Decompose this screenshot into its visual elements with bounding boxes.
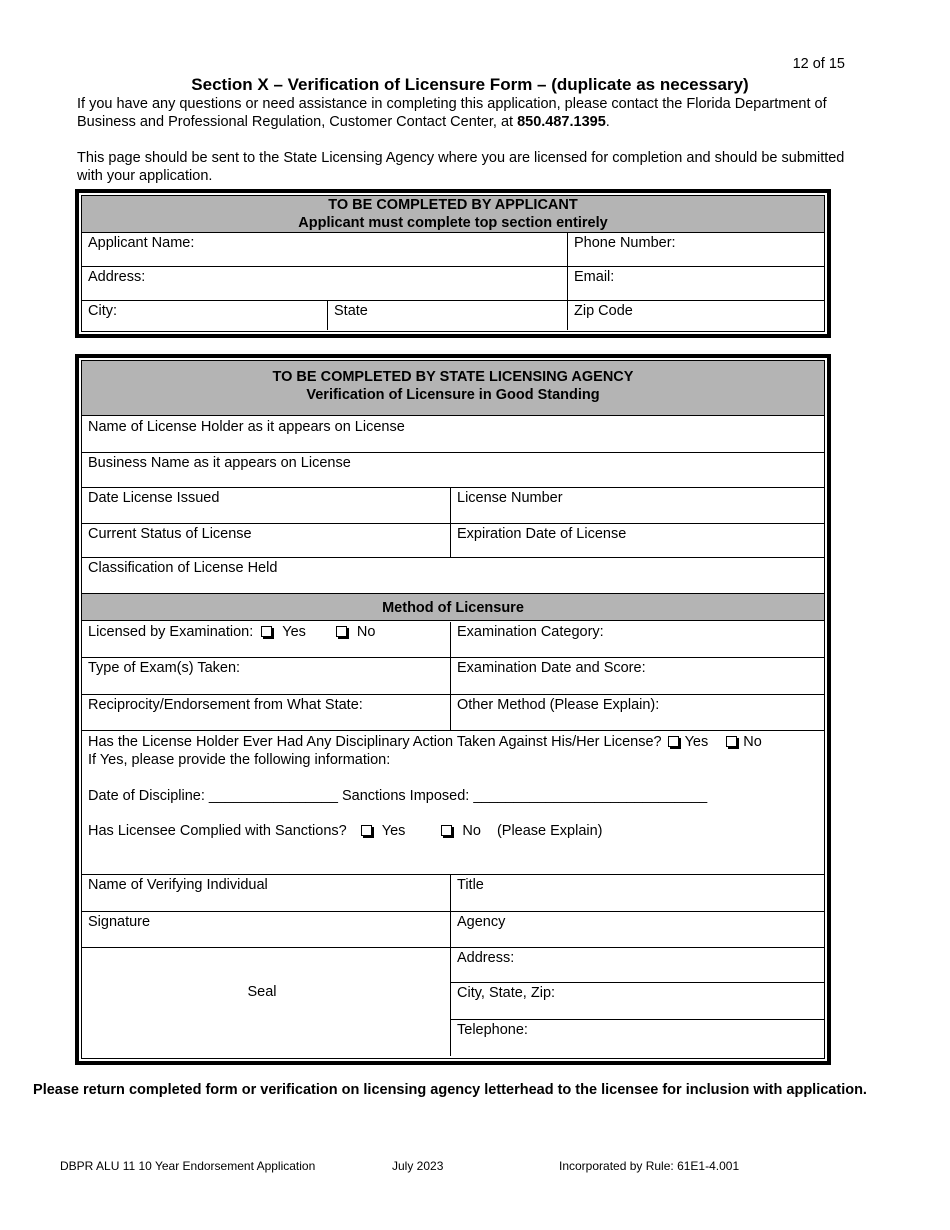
contact-text: If you have any questions or need assistance in completing this application, please contact the Florida Department of Business and Professional Regulation, Customer Contact Center, at [77, 96, 827, 130]
email-field[interactable]: Email: [567, 267, 824, 300]
instructions-paragraph: This page should be sent to the State Licensing Agency where you are licensed for completion and should be submitted with your application. [77, 150, 845, 184]
city-field[interactable]: City: [88, 303, 117, 319]
verifier-name-field[interactable]: Name of Verifying Individual [88, 877, 268, 893]
exam-no-checkbox[interactable] [336, 626, 347, 637]
discipline-yes-checkbox[interactable] [668, 736, 679, 747]
applicant-header-title: TO BE COMPLETED BY APPLICANT [328, 197, 578, 213]
sanctions-field[interactable]: Sanctions Imposed: _____________________________ [341, 788, 708, 804]
footer-date: July 2023 [392, 1159, 444, 1173]
contact-phone: 850.487.1395 [517, 114, 606, 130]
agency-header [82, 361, 824, 416]
applicant-header [82, 196, 824, 233]
return-note: Please return completed form or verification on licensing agency letterhead to the licensee for inclusion with application. [33, 1082, 867, 1098]
seal-label: Seal [247, 984, 277, 1000]
footer-rule: Incorporated by Rule: 61E1-4.001 [559, 1159, 740, 1173]
zip-code-field[interactable]: Zip Code [567, 301, 824, 330]
agency-header-title: TO BE COMPLETED BY STATE LICENSING AGENCY [272, 369, 634, 385]
phone-number-field[interactable]: Phone Number: [567, 233, 824, 266]
contact-suffix: . [605, 114, 610, 130]
contact-paragraph [77, 95, 867, 131]
discipline-question-line [88, 733, 818, 751]
applicant-row-address [82, 267, 824, 301]
agency-section [75, 354, 831, 1065]
classification-row [82, 558, 824, 594]
business-name-row [82, 453, 824, 488]
license-number-field[interactable]: License Number [450, 488, 824, 523]
signature-field[interactable]: Signature [88, 914, 151, 930]
discipline-no-label: No [743, 734, 762, 750]
page-number: 12 of 15 [792, 56, 845, 72]
applicant-row-city [82, 301, 824, 330]
complied-yes-label: Yes [381, 823, 406, 839]
method-header: Method of Licensure [82, 594, 824, 621]
page-title: Section X – Verification of Licensure Form – (duplicate as necessary) [191, 75, 749, 94]
classification-field[interactable]: Classification of License Held [88, 560, 278, 576]
discipline-row [82, 731, 824, 875]
address-field[interactable]: Address: [88, 269, 146, 285]
applicant-row-name [82, 233, 824, 267]
reciprocity-row [82, 695, 824, 731]
status-row [82, 524, 824, 558]
exam-type-row [82, 658, 824, 695]
title-field[interactable]: Title [450, 875, 824, 911]
exam-yes-label: Yes [282, 624, 306, 640]
by-exam-label: Licensed by Examination: [88, 624, 254, 640]
complied-no-checkbox[interactable] [441, 825, 452, 836]
discipline-question: Has the License Holder Ever Had Any Disciplinary Action Taken Against His/Her License? [88, 734, 662, 750]
discipline-no-checkbox[interactable] [726, 736, 737, 747]
please-explain-label: (Please Explain) [496, 823, 603, 839]
signature-row [82, 912, 824, 948]
complied-line [88, 822, 818, 840]
reciprocity-field[interactable]: Reciprocity/Endorsement from What State: [88, 697, 363, 713]
current-status-field[interactable]: Current Status of License [88, 526, 252, 542]
complied-question: Has Licensee Complied with Sanctions? [88, 823, 347, 839]
discipline-details-line [88, 787, 818, 805]
discipline-block [82, 731, 824, 874]
verifier-row [82, 875, 824, 912]
seal-row [82, 948, 824, 1056]
agency-contact-block [450, 948, 824, 1056]
discipline-info: If Yes, please provide the following information: [88, 752, 391, 768]
exam-category-field[interactable]: Examination Category: [450, 622, 824, 657]
discipline-yes-label: Yes [684, 734, 709, 750]
by-exam-field [82, 622, 450, 657]
business-name-field[interactable]: Business Name as it appears on License [88, 455, 351, 471]
issued-row [82, 488, 824, 524]
exam-no-label: No [356, 624, 376, 640]
applicant-name-field[interactable]: Applicant Name: [88, 235, 195, 251]
exam-type-field[interactable]: Type of Exam(s) Taken: [88, 660, 241, 676]
holder-name-row [82, 417, 824, 453]
exam-yes-checkbox[interactable] [261, 626, 272, 637]
seal-area [82, 948, 450, 1056]
exam-date-score-field[interactable]: Examination Date and Score: [450, 658, 824, 694]
expiration-date-field[interactable]: Expiration Date of License [450, 524, 824, 557]
applicant-section [75, 189, 831, 338]
exam-row [82, 622, 824, 658]
agency-header-subtitle: Verification of Licensure in Good Standing [306, 387, 600, 403]
city-state-zip-field[interactable]: City, State, Zip: [451, 983, 824, 1020]
state-field[interactable]: State [327, 301, 567, 330]
telephone-field[interactable]: Telephone: [457, 1022, 528, 1038]
other-method-field[interactable]: Other Method (Please Explain): [450, 695, 824, 730]
applicant-header-subtitle: Applicant must complete top section entirely [298, 215, 608, 231]
date-issued-field[interactable]: Date License Issued [88, 490, 220, 506]
discipline-date-field[interactable]: Date of Discipline: ________________ [88, 788, 338, 804]
complied-yes-checkbox[interactable] [361, 825, 372, 836]
holder-name-field[interactable]: Name of License Holder as it appears on License [88, 419, 405, 435]
agency-address-field[interactable]: Address: [451, 948, 824, 983]
agency-field[interactable]: Agency [450, 912, 824, 947]
complied-no-label: No [462, 823, 481, 839]
footer-form-name: DBPR ALU 11 10 Year Endorsement Application [60, 1159, 316, 1173]
